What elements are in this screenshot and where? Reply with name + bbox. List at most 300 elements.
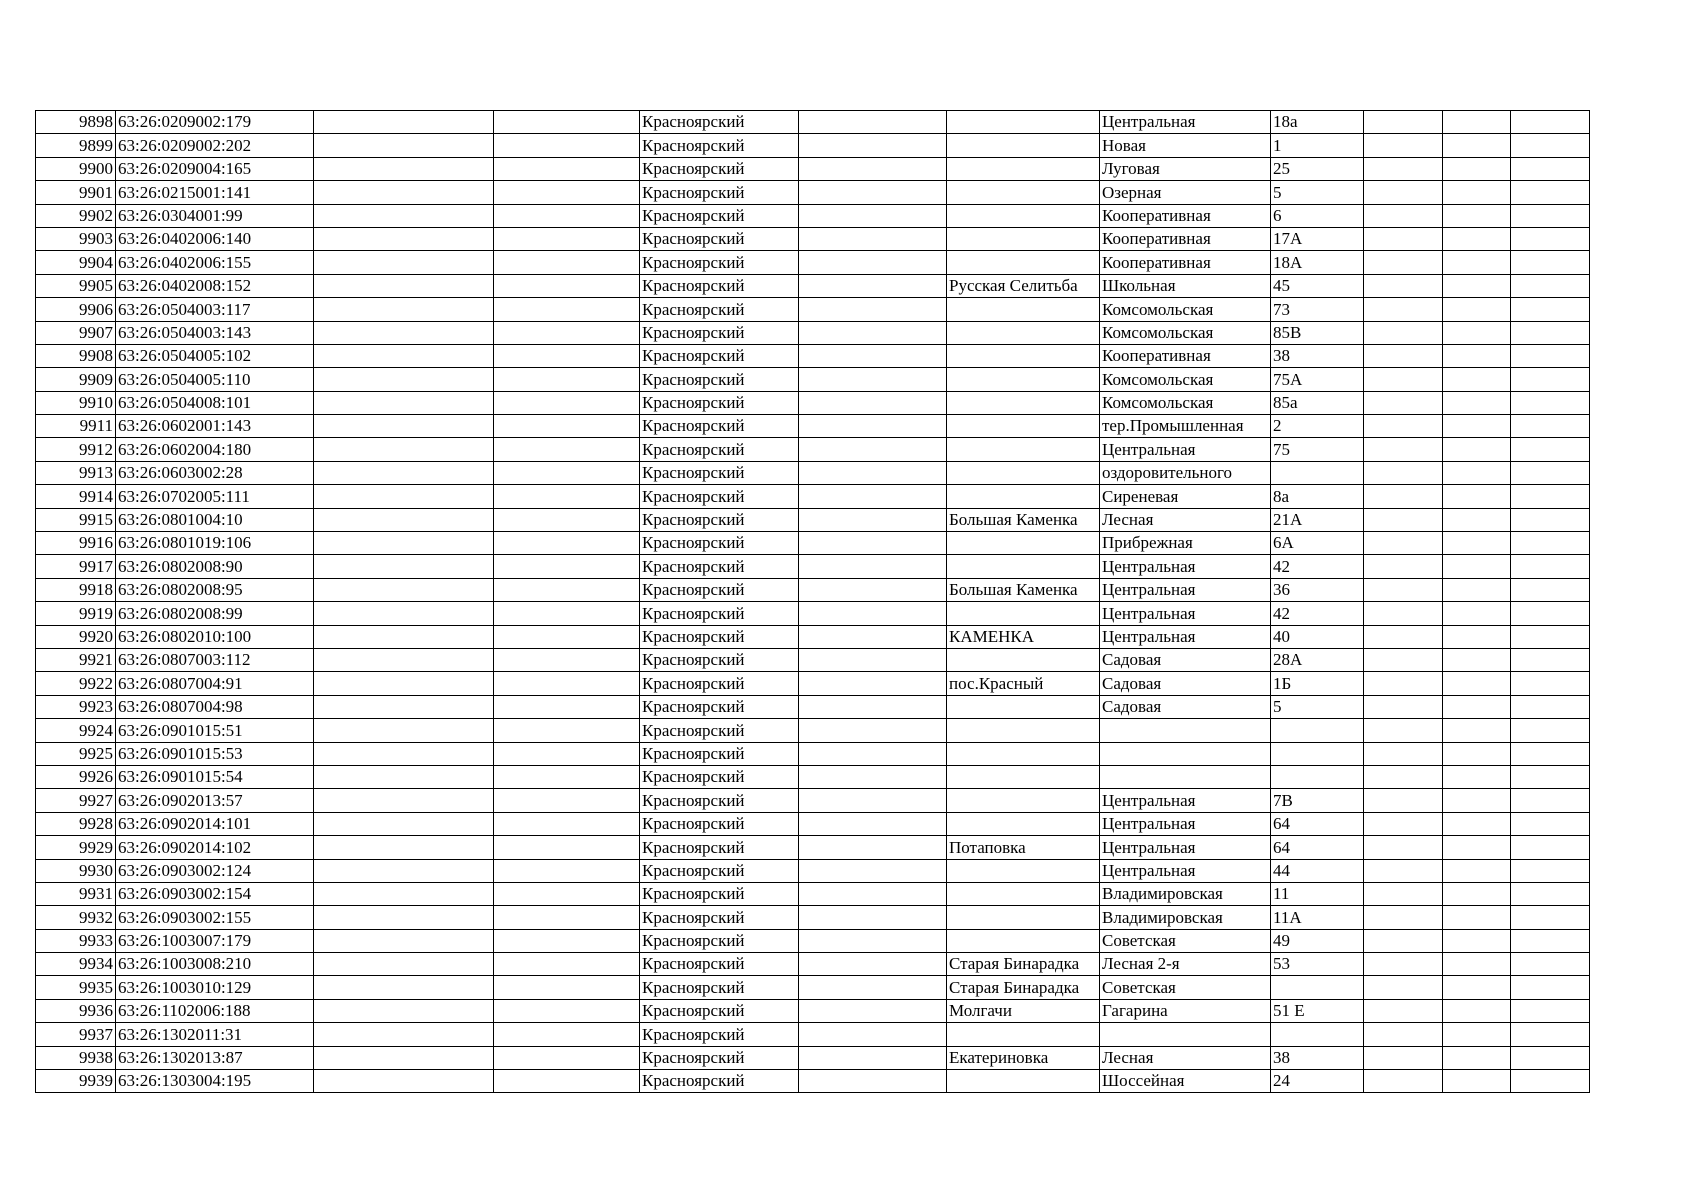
street-cell: Кооперативная xyxy=(1100,344,1271,367)
empty-cell xyxy=(1364,836,1443,859)
empty-cell xyxy=(314,321,494,344)
empty-cell xyxy=(1364,532,1443,555)
district-cell: Красноярский xyxy=(640,976,799,999)
empty-cell xyxy=(494,625,640,648)
empty-cell xyxy=(1364,321,1443,344)
empty-cell xyxy=(1443,859,1511,882)
empty-cell xyxy=(494,1023,640,1046)
locality-cell xyxy=(947,298,1100,321)
table-row xyxy=(36,157,1590,180)
empty-cell xyxy=(314,485,494,508)
table-row xyxy=(36,906,1590,929)
empty-cell xyxy=(1364,999,1443,1022)
empty-cell xyxy=(494,485,640,508)
row-number-cell: 9906 xyxy=(36,298,116,321)
empty-cell xyxy=(799,859,947,882)
house-number-cell: 75А xyxy=(1271,368,1364,391)
cadastral-number-cell: 63:26:0801019:106 xyxy=(116,532,314,555)
empty-cell xyxy=(1443,508,1511,531)
row-number-cell: 9907 xyxy=(36,321,116,344)
row-number-cell: 9908 xyxy=(36,344,116,367)
house-number-cell: 7В xyxy=(1271,789,1364,812)
table-row xyxy=(36,134,1590,157)
district-cell: Красноярский xyxy=(640,227,799,250)
empty-cell xyxy=(1364,204,1443,227)
empty-cell xyxy=(799,1070,947,1093)
empty-cell xyxy=(494,578,640,601)
empty-cell xyxy=(1511,485,1590,508)
street-cell: тер.Промышленная xyxy=(1100,415,1271,438)
row-number-cell: 9920 xyxy=(36,625,116,648)
empty-cell xyxy=(314,111,494,134)
empty-cell xyxy=(1364,438,1443,461)
empty-cell xyxy=(1443,929,1511,952)
empty-cell xyxy=(314,1046,494,1069)
empty-cell xyxy=(1511,181,1590,204)
empty-cell xyxy=(1511,415,1590,438)
empty-cell xyxy=(1511,438,1590,461)
empty-cell xyxy=(1511,719,1590,742)
table-row xyxy=(36,812,1590,835)
locality-cell: КАМЕНКА xyxy=(947,625,1100,648)
table-row xyxy=(36,672,1590,695)
district-cell: Красноярский xyxy=(640,578,799,601)
empty-cell xyxy=(494,929,640,952)
empty-cell xyxy=(1443,321,1511,344)
empty-cell xyxy=(1443,1023,1511,1046)
empty-cell xyxy=(1364,695,1443,718)
row-number-cell: 9905 xyxy=(36,274,116,297)
locality-cell xyxy=(947,157,1100,180)
empty-cell xyxy=(1364,929,1443,952)
row-number-cell: 9913 xyxy=(36,461,116,484)
empty-cell xyxy=(1511,906,1590,929)
district-cell: Красноярский xyxy=(640,204,799,227)
house-number-cell: 28А xyxy=(1271,648,1364,671)
empty-cell xyxy=(1364,625,1443,648)
table-row xyxy=(36,1046,1590,1069)
table-row xyxy=(36,999,1590,1022)
district-cell: Красноярский xyxy=(640,953,799,976)
street-cell xyxy=(1100,1023,1271,1046)
empty-cell xyxy=(1364,415,1443,438)
empty-cell xyxy=(494,602,640,625)
empty-cell xyxy=(1364,976,1443,999)
empty-cell xyxy=(799,929,947,952)
empty-cell xyxy=(1364,368,1443,391)
empty-cell xyxy=(1443,111,1511,134)
empty-cell xyxy=(1364,298,1443,321)
street-cell xyxy=(1100,765,1271,788)
empty-cell xyxy=(1364,485,1443,508)
table-row xyxy=(36,976,1590,999)
empty-cell xyxy=(494,859,640,882)
house-number-cell: 11А xyxy=(1271,906,1364,929)
district-cell: Красноярский xyxy=(640,742,799,765)
empty-cell xyxy=(314,976,494,999)
cadastral-number-cell: 63:26:0801004:10 xyxy=(116,508,314,531)
house-number-cell: 51 Е xyxy=(1271,999,1364,1022)
district-cell: Красноярский xyxy=(640,344,799,367)
empty-cell xyxy=(1364,1046,1443,1069)
cadastral-number-cell: 63:26:0902014:101 xyxy=(116,812,314,835)
empty-cell xyxy=(1364,859,1443,882)
empty-cell xyxy=(799,555,947,578)
street-cell: Центральная xyxy=(1100,812,1271,835)
district-cell: Красноярский xyxy=(640,298,799,321)
cadastral-number-cell: 63:26:0402006:155 xyxy=(116,251,314,274)
house-number-cell: 44 xyxy=(1271,859,1364,882)
row-number-cell: 9921 xyxy=(36,648,116,671)
empty-cell xyxy=(494,251,640,274)
empty-cell xyxy=(494,836,640,859)
empty-cell xyxy=(1443,1070,1511,1093)
empty-cell xyxy=(1443,204,1511,227)
empty-cell xyxy=(1511,672,1590,695)
empty-cell xyxy=(314,1023,494,1046)
district-cell: Красноярский xyxy=(640,111,799,134)
empty-cell xyxy=(1511,368,1590,391)
empty-cell xyxy=(1364,882,1443,905)
table-row xyxy=(36,789,1590,812)
locality-cell xyxy=(947,111,1100,134)
empty-cell xyxy=(494,906,640,929)
empty-cell xyxy=(314,719,494,742)
row-number-cell: 9898 xyxy=(36,111,116,134)
empty-cell xyxy=(1364,812,1443,835)
empty-cell xyxy=(1364,274,1443,297)
empty-cell xyxy=(1443,1046,1511,1069)
locality-cell xyxy=(947,929,1100,952)
house-number-cell: 6А xyxy=(1271,532,1364,555)
table-row xyxy=(36,415,1590,438)
row-number-cell: 9936 xyxy=(36,999,116,1022)
empty-cell xyxy=(1443,625,1511,648)
empty-cell xyxy=(314,625,494,648)
empty-cell xyxy=(799,321,947,344)
house-number-cell: 1 xyxy=(1271,134,1364,157)
district-cell: Красноярский xyxy=(640,368,799,391)
locality-cell xyxy=(947,368,1100,391)
house-number-cell: 18а xyxy=(1271,111,1364,134)
locality-cell xyxy=(947,227,1100,250)
street-cell: Гагарина xyxy=(1100,999,1271,1022)
empty-cell xyxy=(494,321,640,344)
locality-cell xyxy=(947,251,1100,274)
empty-cell xyxy=(1364,508,1443,531)
cadastral-number-cell: 63:26:0802010:100 xyxy=(116,625,314,648)
row-number-cell: 9899 xyxy=(36,134,116,157)
empty-cell xyxy=(1511,882,1590,905)
row-number-cell: 9928 xyxy=(36,812,116,835)
empty-cell xyxy=(1443,602,1511,625)
cadastral-number-cell: 63:26:0901015:51 xyxy=(116,719,314,742)
empty-cell xyxy=(1364,391,1443,414)
empty-cell xyxy=(494,1070,640,1093)
district-cell: Красноярский xyxy=(640,719,799,742)
house-number-cell: 64 xyxy=(1271,836,1364,859)
cadastral-number-cell: 63:26:0901015:54 xyxy=(116,765,314,788)
empty-cell xyxy=(1511,1070,1590,1093)
empty-cell xyxy=(1443,719,1511,742)
locality-cell xyxy=(947,812,1100,835)
table-row xyxy=(36,929,1590,952)
street-cell: Луговая xyxy=(1100,157,1271,180)
empty-cell xyxy=(314,555,494,578)
street-cell xyxy=(1100,719,1271,742)
table-row xyxy=(36,298,1590,321)
street-cell: Советская xyxy=(1100,976,1271,999)
empty-cell xyxy=(799,578,947,601)
empty-cell xyxy=(1443,672,1511,695)
table-row xyxy=(36,532,1590,555)
empty-cell xyxy=(1364,461,1443,484)
locality-cell xyxy=(947,415,1100,438)
district-cell: Красноярский xyxy=(640,485,799,508)
empty-cell xyxy=(799,485,947,508)
empty-cell xyxy=(1364,742,1443,765)
table-row xyxy=(36,111,1590,134)
empty-cell xyxy=(314,415,494,438)
district-cell: Красноярский xyxy=(640,532,799,555)
empty-cell xyxy=(494,438,640,461)
district-cell: Красноярский xyxy=(640,812,799,835)
cadastral-number-cell: 63:26:0802008:99 xyxy=(116,602,314,625)
house-number-cell: 73 xyxy=(1271,298,1364,321)
empty-cell xyxy=(799,1046,947,1069)
empty-cell xyxy=(799,461,947,484)
locality-cell xyxy=(947,765,1100,788)
empty-cell xyxy=(314,836,494,859)
locality-cell xyxy=(947,882,1100,905)
row-number-cell: 9933 xyxy=(36,929,116,952)
empty-cell xyxy=(1364,181,1443,204)
empty-cell xyxy=(1511,953,1590,976)
house-number-cell: 25 xyxy=(1271,157,1364,180)
empty-cell xyxy=(1511,344,1590,367)
row-number-cell: 9903 xyxy=(36,227,116,250)
cadastral-number-cell: 63:26:1102006:188 xyxy=(116,999,314,1022)
row-number-cell: 9939 xyxy=(36,1070,116,1093)
empty-cell xyxy=(1443,438,1511,461)
empty-cell xyxy=(1511,625,1590,648)
empty-cell xyxy=(314,906,494,929)
house-number-cell: 85а xyxy=(1271,391,1364,414)
district-cell: Красноярский xyxy=(640,1070,799,1093)
empty-cell xyxy=(1443,391,1511,414)
street-cell: Центральная xyxy=(1100,578,1271,601)
empty-cell xyxy=(1364,157,1443,180)
empty-cell xyxy=(314,532,494,555)
empty-cell xyxy=(494,461,640,484)
street-cell: Центральная xyxy=(1100,859,1271,882)
empty-cell xyxy=(1443,298,1511,321)
empty-cell xyxy=(314,882,494,905)
cadastral-number-cell: 63:26:0903002:124 xyxy=(116,859,314,882)
row-number-cell: 9919 xyxy=(36,602,116,625)
cadastral-number-cell: 63:26:1302011:31 xyxy=(116,1023,314,1046)
row-number-cell: 9904 xyxy=(36,251,116,274)
empty-cell xyxy=(1364,134,1443,157)
cadastral-number-cell: 63:26:0702005:111 xyxy=(116,485,314,508)
empty-cell xyxy=(799,344,947,367)
table-row xyxy=(36,578,1590,601)
table-row xyxy=(36,859,1590,882)
empty-cell xyxy=(1511,321,1590,344)
empty-cell xyxy=(799,508,947,531)
district-cell: Красноярский xyxy=(640,672,799,695)
empty-cell xyxy=(494,298,640,321)
house-number-cell xyxy=(1271,1023,1364,1046)
empty-cell xyxy=(494,882,640,905)
empty-cell xyxy=(1443,906,1511,929)
street-cell: Владимировская xyxy=(1100,882,1271,905)
empty-cell xyxy=(494,999,640,1022)
empty-cell xyxy=(1511,976,1590,999)
empty-cell xyxy=(1364,719,1443,742)
empty-cell xyxy=(799,742,947,765)
empty-cell xyxy=(494,344,640,367)
table-row xyxy=(36,438,1590,461)
house-number-cell: 21А xyxy=(1271,508,1364,531)
locality-cell xyxy=(947,719,1100,742)
locality-cell xyxy=(947,648,1100,671)
empty-cell xyxy=(314,742,494,765)
street-cell: Кооперативная xyxy=(1100,251,1271,274)
cadastral-number-cell: 63:26:0504005:110 xyxy=(116,368,314,391)
locality-cell xyxy=(947,602,1100,625)
empty-cell xyxy=(1443,882,1511,905)
district-cell: Красноярский xyxy=(640,251,799,274)
empty-cell xyxy=(1511,695,1590,718)
empty-cell xyxy=(799,227,947,250)
empty-cell xyxy=(314,859,494,882)
empty-cell xyxy=(314,274,494,297)
house-number-cell xyxy=(1271,976,1364,999)
locality-cell: Старая Бинарадка xyxy=(947,953,1100,976)
empty-cell xyxy=(494,391,640,414)
empty-cell xyxy=(314,999,494,1022)
empty-cell xyxy=(1443,274,1511,297)
empty-cell xyxy=(1511,1046,1590,1069)
cadastral-number-cell: 63:26:0402006:140 xyxy=(116,227,314,250)
cadastral-number-cell: 63:26:0902014:102 xyxy=(116,836,314,859)
street-cell: Прибрежная xyxy=(1100,532,1271,555)
empty-cell xyxy=(1511,134,1590,157)
street-cell: Центральная xyxy=(1100,789,1271,812)
empty-cell xyxy=(1443,836,1511,859)
cadastral-number-cell: 63:26:0802008:90 xyxy=(116,555,314,578)
empty-cell xyxy=(799,157,947,180)
empty-cell xyxy=(314,672,494,695)
cadastral-number-cell: 63:26:1003010:129 xyxy=(116,976,314,999)
row-number-cell: 9901 xyxy=(36,181,116,204)
locality-cell: Старая Бинарадка xyxy=(947,976,1100,999)
cadastral-number-cell: 63:26:0802008:95 xyxy=(116,578,314,601)
empty-cell xyxy=(1443,532,1511,555)
house-number-cell xyxy=(1271,742,1364,765)
empty-cell xyxy=(1364,953,1443,976)
table-row xyxy=(36,719,1590,742)
table-row xyxy=(36,953,1590,976)
empty-cell xyxy=(1364,111,1443,134)
table-row xyxy=(36,485,1590,508)
district-cell: Красноярский xyxy=(640,134,799,157)
empty-cell xyxy=(1511,555,1590,578)
row-number-cell: 9924 xyxy=(36,719,116,742)
empty-cell xyxy=(1443,415,1511,438)
district-cell: Красноярский xyxy=(640,415,799,438)
locality-cell xyxy=(947,321,1100,344)
empty-cell xyxy=(1511,508,1590,531)
house-number-cell xyxy=(1271,461,1364,484)
street-cell: Лесная xyxy=(1100,508,1271,531)
cadastral-number-cell: 63:26:1003008:210 xyxy=(116,953,314,976)
empty-cell xyxy=(314,227,494,250)
row-number-cell: 9918 xyxy=(36,578,116,601)
cadastral-number-cell: 63:26:0602004:180 xyxy=(116,438,314,461)
row-number-cell: 9930 xyxy=(36,859,116,882)
locality-cell: Большая Каменка xyxy=(947,578,1100,601)
empty-cell xyxy=(494,672,640,695)
house-number-cell: 2 xyxy=(1271,415,1364,438)
empty-cell xyxy=(1511,298,1590,321)
row-number-cell: 9937 xyxy=(36,1023,116,1046)
empty-cell xyxy=(494,789,640,812)
empty-cell xyxy=(1511,251,1590,274)
locality-cell xyxy=(947,1070,1100,1093)
house-number-cell: 5 xyxy=(1271,181,1364,204)
empty-cell xyxy=(1364,906,1443,929)
empty-cell xyxy=(1364,555,1443,578)
district-cell: Красноярский xyxy=(640,508,799,531)
locality-cell xyxy=(947,695,1100,718)
row-number-cell: 9931 xyxy=(36,882,116,905)
table-row xyxy=(36,204,1590,227)
row-number-cell: 9923 xyxy=(36,695,116,718)
empty-cell xyxy=(314,134,494,157)
empty-cell xyxy=(799,391,947,414)
locality-cell xyxy=(947,438,1100,461)
row-number-cell: 9932 xyxy=(36,906,116,929)
table-row xyxy=(36,344,1590,367)
street-cell: Кооперативная xyxy=(1100,204,1271,227)
row-number-cell: 9922 xyxy=(36,672,116,695)
empty-cell xyxy=(494,111,640,134)
empty-cell xyxy=(1364,765,1443,788)
empty-cell xyxy=(799,181,947,204)
empty-cell xyxy=(1443,181,1511,204)
row-number-cell: 9934 xyxy=(36,953,116,976)
street-cell: Озерная xyxy=(1100,181,1271,204)
empty-cell xyxy=(494,157,640,180)
empty-cell xyxy=(494,976,640,999)
empty-cell xyxy=(1364,1023,1443,1046)
street-cell: Садовая xyxy=(1100,648,1271,671)
house-number-cell xyxy=(1271,719,1364,742)
table-row xyxy=(36,882,1590,905)
street-cell: Лесная xyxy=(1100,1046,1271,1069)
locality-cell xyxy=(947,461,1100,484)
empty-cell xyxy=(1443,578,1511,601)
locality-cell xyxy=(947,859,1100,882)
empty-cell xyxy=(799,602,947,625)
row-number-cell: 9911 xyxy=(36,415,116,438)
empty-cell xyxy=(1511,204,1590,227)
district-cell: Красноярский xyxy=(640,906,799,929)
empty-cell xyxy=(799,719,947,742)
street-cell xyxy=(1100,742,1271,765)
